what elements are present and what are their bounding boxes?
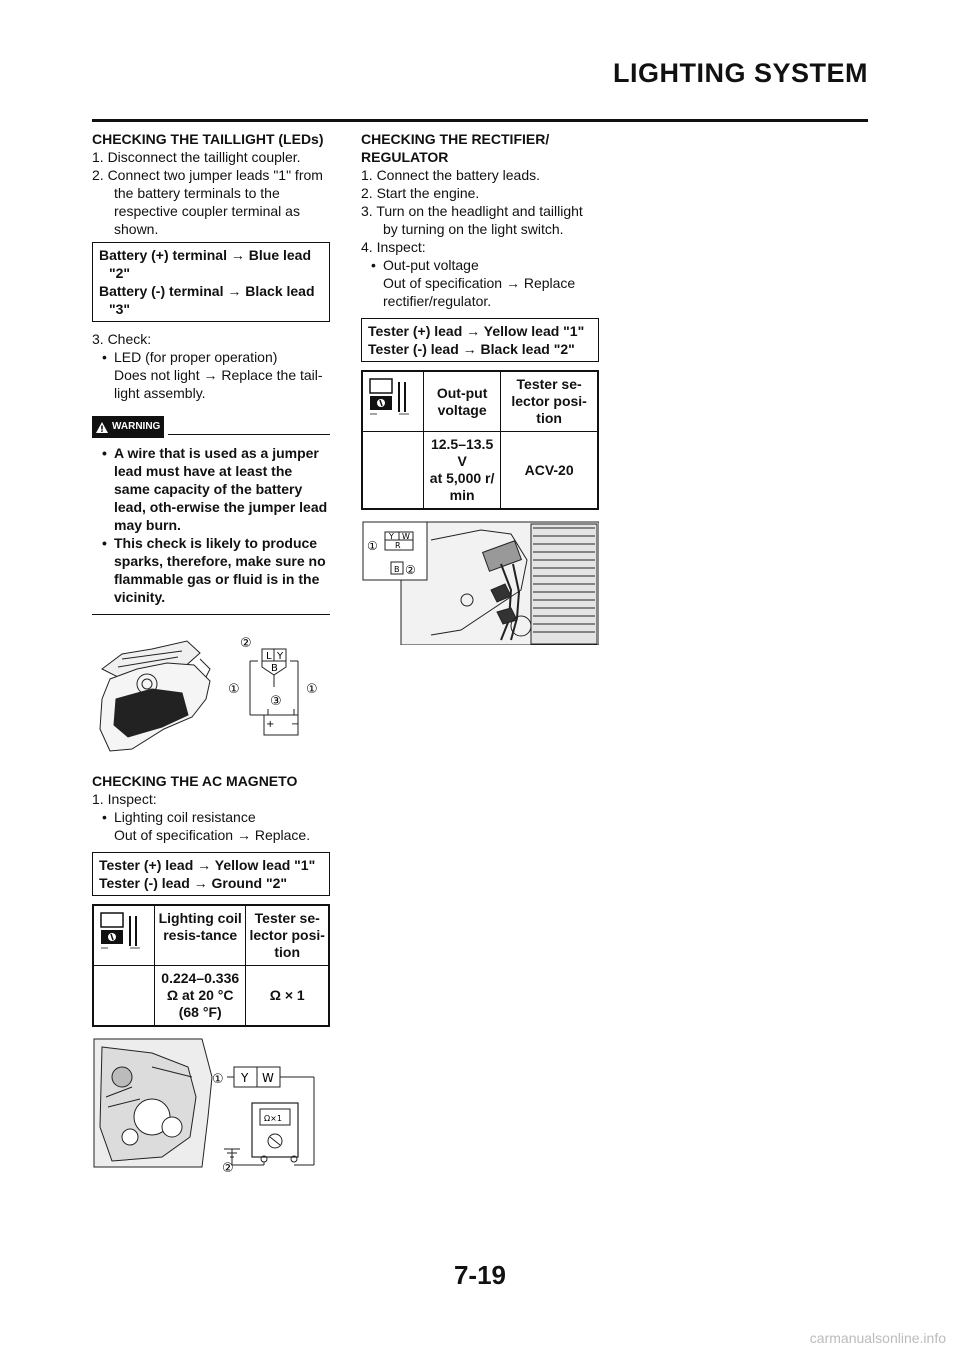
rectifier-heading: CHECKING THE RECTIFIER/ REGULATOR: [361, 131, 550, 165]
fig1-label-b: B: [271, 663, 278, 674]
magneto-heading: CHECKING THE AC MAGNETO: [92, 773, 298, 789]
left-column: [92, 130, 330, 1172]
rectifier-col-selector: Tester se-lector posi-tion: [501, 371, 598, 432]
fig1-label-2: ②: [240, 636, 252, 651]
magneto-resistance-temp: Ω at 20 °C: [166, 987, 234, 1003]
fig1-label-3: ③: [270, 694, 282, 709]
magneto-selector-value: Ω × 1: [246, 966, 329, 1027]
magneto-step-1: 1. Inspect:: [92, 791, 157, 807]
fig2-label-y: Y: [241, 1071, 249, 1085]
fig1-label-1-right: ①: [306, 682, 318, 697]
rectifier-voltage-range: 12.5–13.5 V: [430, 436, 494, 469]
magneto-test-figure: [92, 1037, 330, 1172]
taillight-heading: CHECKING THE TAILLIGHT (LEDs): [92, 131, 324, 147]
rectifier-spec-table: [361, 370, 599, 510]
rectifier-step-1: 1. Connect the battery leads.: [361, 167, 540, 183]
rectifier-voltage-value: [424, 432, 501, 510]
taillight-step-3: 3. Check:: [92, 331, 152, 347]
rectifier-voltage-rpm-unit: min: [449, 487, 475, 503]
warning-item-1: • A wire that is used as a jumper lead must have at least the same capacity of the battery lead, oth-erwise the jumper lead may burn.: [92, 444, 330, 534]
magneto-col-selector: Tester se-lector posi-tion: [246, 905, 329, 966]
magneto-resistance-value: [155, 966, 246, 1027]
header-rule: [92, 119, 868, 122]
section-title: LIGHTING SYSTEM: [612, 58, 868, 88]
magneto-tester-line-1: Tester (+) lead → Yellow lead "1": [99, 857, 316, 873]
multimeter-icon: [100, 912, 144, 952]
magneto-tester-icon-cell: [93, 905, 155, 966]
taillight-step-2: 2. Connect two jumper leads "1" from the battery terminals to the respective coupler terminal as shown.: [92, 167, 323, 237]
taillight-bullet-detail: Does not light → Replace the tail-light assembly.: [114, 367, 323, 401]
fig1-label-y: Y: [277, 651, 284, 662]
fig1-label-minus: −: [291, 719, 300, 730]
rectifier-step-3: 3. Turn on the headlight and taillight by turning on the light switch.: [361, 203, 583, 237]
warning-triangle-icon: [96, 422, 108, 433]
rectifier-bullet: • Out-put voltage: [361, 256, 599, 274]
magneto-bullet: • Lighting coil resistance: [92, 808, 330, 826]
taillight-bullet: • LED (for proper operation): [92, 348, 330, 366]
fig2-label-1: ①: [212, 1072, 224, 1087]
rectifier-col-voltage: Out-put voltage: [424, 371, 501, 432]
fig3-label-r: R: [395, 541, 401, 550]
warning-item-2: • This check is likely to produce sparks, therefore, make sure no flammable gas or fluid is in the vicinity.: [92, 534, 330, 606]
fig1-label-plus: +: [266, 719, 275, 730]
magneto-resistance-temp-f: (68 °F): [178, 1004, 222, 1020]
fig2-meter-label: Ω×1: [264, 1114, 282, 1123]
warning-label: WARNING: [112, 421, 161, 432]
warning-end-rule: [92, 614, 330, 615]
magneto-col-resistance: Lighting coil resis-tance: [155, 905, 246, 966]
magneto-tester-line-2: Tester (-) lead → Ground "2": [99, 875, 288, 891]
magneto-tester-spec: [92, 852, 330, 896]
magneto-bullet-detail: Out of specification → Replace.: [114, 827, 311, 843]
watermark: carmanualsonline.info: [809, 1330, 946, 1346]
warning-badge: [92, 416, 164, 438]
spec-line-1: Battery (+) terminal → Blue lead: [99, 247, 312, 263]
fig3-label-1: ①: [367, 539, 378, 553]
fig3-label-b: B: [394, 565, 400, 574]
rectifier-tester-icon-cell: [362, 371, 424, 432]
rectifier-tester-spec: [361, 318, 599, 362]
fig1-label-l: L: [266, 651, 272, 662]
fig3-label-w: W: [402, 532, 410, 541]
rectifier-bullet-detail: Out of specification → Replace rectifier/regulator.: [383, 275, 576, 309]
magneto-spec-table: [92, 904, 330, 1027]
rectifier-test-figure: [361, 520, 599, 645]
page-number: 7-19: [453, 1260, 507, 1290]
warning-header: [92, 416, 330, 438]
spec-line-2: Battery (-) terminal → Black lead: [99, 283, 315, 299]
spec-line-2b: "3": [109, 301, 131, 317]
fig2-label-2: ②: [222, 1161, 234, 1172]
multimeter-icon: [369, 378, 413, 418]
spec-line-1b: "2": [109, 265, 131, 281]
rectifier-step-2: 2. Start the engine.: [361, 185, 480, 201]
rectifier-tester-line-2: Tester (-) lead → Black lead "2": [368, 341, 575, 357]
taillight-test-figure: [92, 629, 330, 764]
rectifier-voltage-rpm: at 5,000 r/: [429, 470, 495, 486]
fig3-label-2: ②: [405, 563, 416, 577]
rectifier-tester-line-1: Tester (+) lead → Yellow lead "1": [368, 323, 585, 339]
fig1-label-1-left: ①: [228, 682, 240, 697]
rectifier-selector-value: ACV-20: [501, 432, 598, 510]
rectifier-step-4: 4. Inspect:: [361, 239, 426, 255]
fig3-label-y: Y: [389, 532, 394, 541]
battery-lead-spec: [92, 242, 330, 322]
right-column: [361, 130, 599, 645]
magneto-empty-cell: [93, 966, 155, 1027]
fig2-label-w: W: [262, 1071, 274, 1085]
taillight-step-1: 1. Disconnect the taillight coupler.: [92, 149, 301, 165]
warning-rule: [168, 434, 330, 435]
magneto-resistance-range: 0.224–0.336: [161, 970, 240, 986]
rectifier-empty-cell: [362, 432, 424, 510]
